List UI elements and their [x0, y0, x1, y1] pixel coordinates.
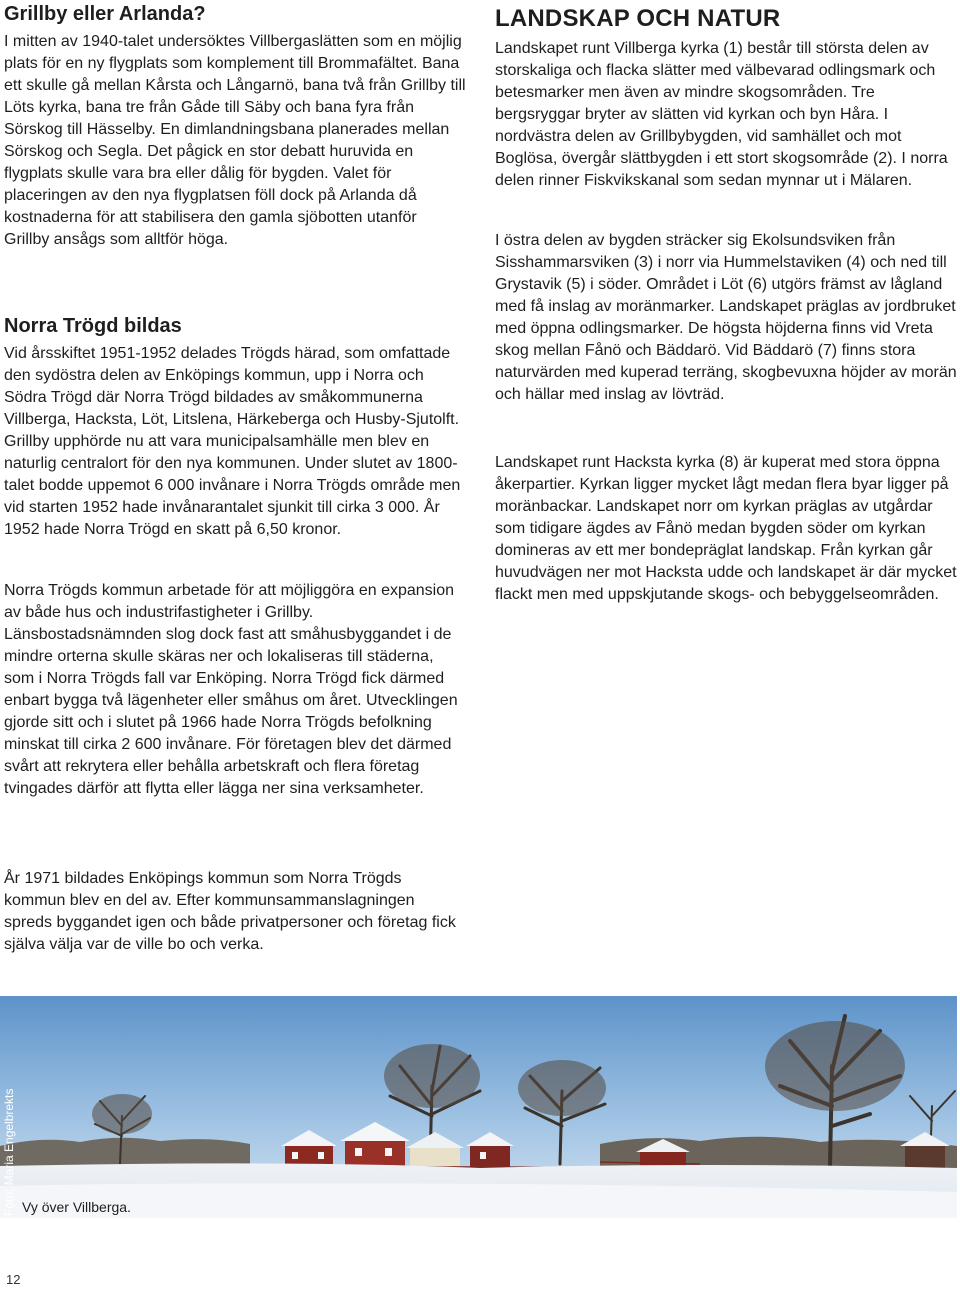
paragraph-norra-trogd-3: År 1971 bildades Enköpings kommun som Norra Trögds kommun blev en del av. Efter kommunsammanslagningen spreds byggandet igen och både privatpersoner och företag fick själva välja var de ville bo och verka.: [4, 870, 456, 953]
section-heading-landskap: LANDSKAP OCH NATUR: [495, 5, 781, 32]
page-number: 12: [6, 1272, 21, 1287]
section-heading-norra-trogd: Norra Trögd bildas: [4, 315, 182, 337]
paragraph-landskap-1: Landskapet runt Villberga kyrka (1) består till största delen av storskaliga och flacka slätter med välbevarad odlingsmark och betesmarker men även av mindre skogsområden. Tre bergsryggar bryter av slätten vid kyrkan och byn Håra. I nordvästra delen av Grillbybygden, vid samhället och mot Boglösa, övergår slättbygden i ett stort skogsområde (2). I norra delen rinner Fiskvikskanal som sedan mynnar ut i Mälaren.: [495, 40, 948, 189]
paragraph-grillby: I mitten av 1940-talet undersöktes Villbergaslätten som en möjlig plats för en ny flygplats som komplement till Brommafältet. Bana ett skulle gå mellan Kårsta och Långarnö, bana två från Grillby till Löts kyrka, bana tre från Gåde till Säby och bana fyra från Sörskog till Hässelby. En dimlandningsbana planerades mellan Sörskog och Segla. Det pågick en stor debatt huruvida en flygplats skulle vara bra eller dålig för bygden. Valet för placeringen av den nya flygplatsen föll dock på Arlanda då kostnaderna för att stabilisera den gamla sjöbotten utanför Grillby ansågs som alltför höga.: [4, 33, 466, 248]
photo-caption: Vy över Villberga.: [22, 1199, 131, 1215]
photo-credit: Foto: Maria Engelbrekts: [2, 1088, 16, 1216]
section-heading-grillby: Grillby eller Arlanda?: [4, 3, 206, 25]
landscape-photo: [0, 996, 957, 1218]
paragraph-landskap-2: I östra delen av bygden sträcker sig Ekolsundsviken från Sisshammarsviken (3) i norr via Hummelstaviken (4) och ned till Grystavik (5) i söder. Området i Löt (6) utgörs främst av lågland med få inslag av moränmarker. Landskapet präglas av jordbruket med öppna odlingsmarker. De högsta höjderna finns vid Vreta skog mellan Fånö och Bäddarö. Vid Bäddarö (7) finns stora naturvärden med kuperad terräng, skogbevuxna höjder av morän och hällar med inslag av lövträd.: [495, 232, 957, 403]
paragraph-landskap-3: Landskapet runt Hacksta kyrka (8) är kuperat med stora öppna åkerpartier. Kyrkan ligger mycket lågt medan flera byar ligger på moränbackar. Landskapet norr om kyrkan präglas av utgårdar som tidigare ägdes av Fånö medan bygden söder om kyrkan domineras av ett mer bondepräglat landskap. Från kyrkan går huvudvägen ner mot Hacksta udde och landskapet är där mycket flackt men med uppskjutande skogs- och bebyggelseområden.: [495, 454, 957, 603]
paragraph-norra-trogd-2: Norra Trögds kommun arbetade för att möjliggöra en expansion av både hus och industrifastigheter i Grillby. Länsbostadsnämnden slog dock fast att småhusbyggandet i de mindre orterna skulle skäras ner och lokaliseras till städerna, som i Norra Trögds fall var Enköping. Norra Trögd fick därmed enbart bygga två lägenheter eller småhus om året. Utvecklingen gjorde sitt och i slutet på 1966 hade Norra Trögds befolkning minskat till cirka 2 600 invånare. För företagen blev det därmed svårt att rekrytera eller behålla arbetskraft och flera företag tvingades därför att flytta eller lägga ner sina verksamheter.: [4, 582, 458, 797]
paragraph-norra-trogd-1: Vid årsskiftet 1951-1952 delades Trögds härad, som omfattade den sydöstra delen av Enköpings kommun, upp i Norra och Södra Trögd där Norra Trögd bildades av småkommunerna Villberga, Hacksta, Löt, Litslena, Härkeberga och Husby-Sjutolft. Grillby upphörde nu att vara municipalsamhälle men blev en naturlig centralort för den nya kommunen. Under slutet av 1800-talet bodde uppemot 6 000 invånare i Norra Trögds område men vid starten 1952 hade invånarantalet sjunkit till cirka 3 000. År 1952 hade Norra Trögd en skatt på 6,50 kronor.: [4, 345, 461, 538]
